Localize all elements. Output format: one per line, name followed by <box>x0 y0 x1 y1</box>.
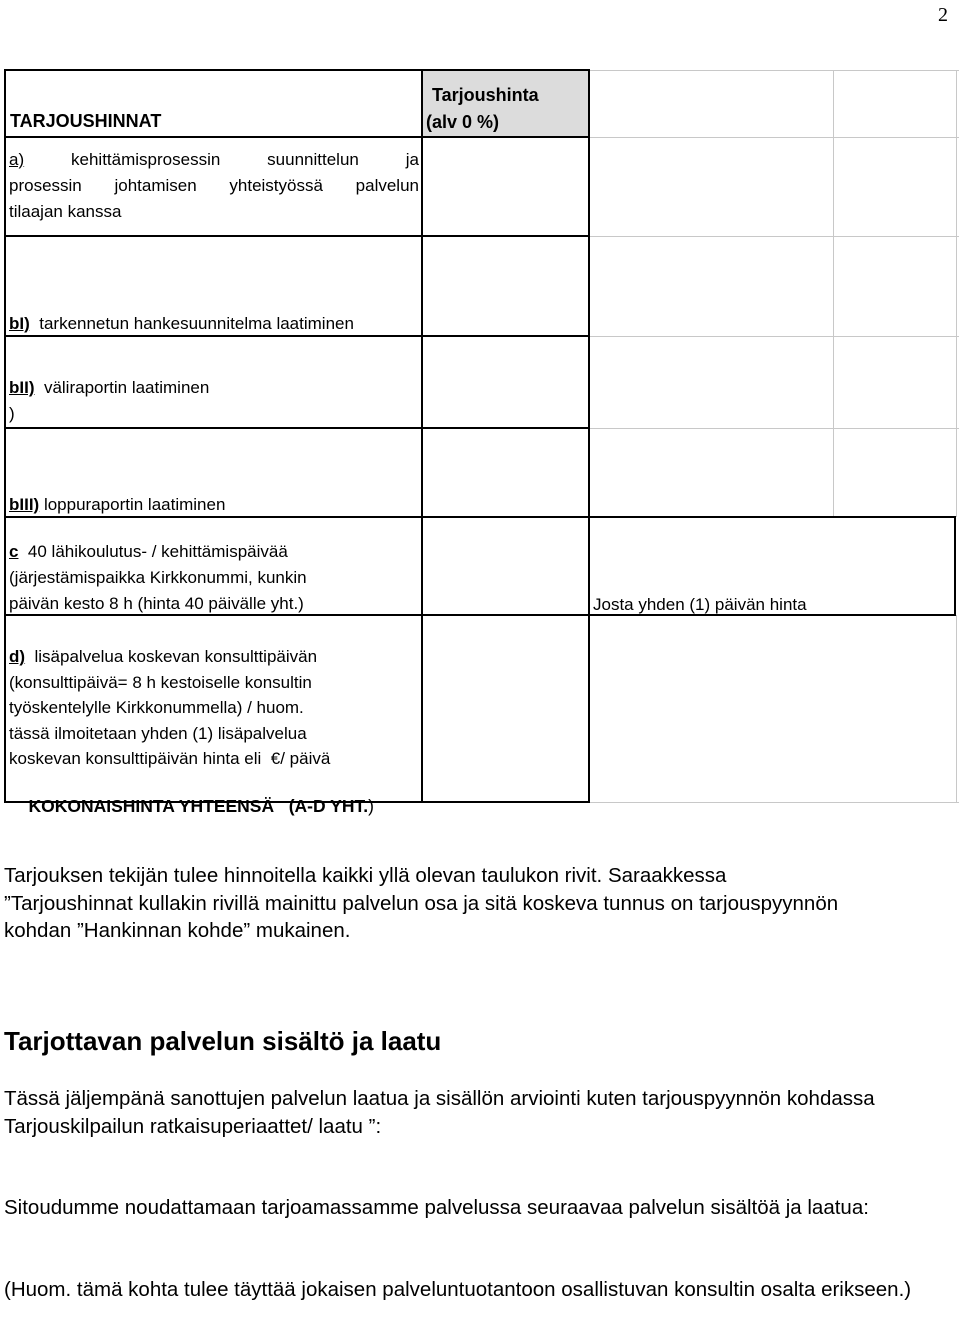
table-row-biii <box>9 492 225 518</box>
total-suffix: ) <box>368 796 374 816</box>
row-text: lisäpalvelua koskevan konsulttipäivän <box>34 647 318 666</box>
section-paragraph-1: Tässä jäljempänä sanottujen palvelun laatua ja sisällön arviointi kuten tarjouspyynnön kohdassa Tarjouskilpailun ratkaisuperiaattet/ laatu ”: <box>4 1087 875 1138</box>
table-row-a <box>9 147 419 225</box>
row-text: tilaajan kanssa <box>9 202 122 221</box>
page-number: 2 <box>938 4 948 26</box>
section-paragraph-2: Sitoudumme noudattamaan tarjoamassamme palvelussa seuraavaa palvelun sisältöä ja laatua: <box>4 1196 869 1219</box>
section-paragraph-3: (Huom. tämä kohta tulee täyttää jokaisen palveluntuotantoon osallistuvan konsultin osalta erikseen.) <box>4 1278 912 1301</box>
row-text: tässä ilmoitetaan yhden (1) lisäpalvelua <box>9 723 307 743</box>
table-header-title: TARJOUSHINNAT <box>10 111 162 131</box>
row-text: työskentelylle Kirkkonummella) / huom. <box>9 698 304 717</box>
row-text: kehittämisprosessin suunnittelun ja <box>71 150 419 169</box>
row-code: bIII) <box>9 495 40 514</box>
row-code: d) <box>9 647 26 666</box>
row-code: a) <box>9 150 25 169</box>
pricing-note: Tarjouksen tekijän tulee hinnoitella kaikki yllä olevan taulukon rivit. Saraakkessa ”Tarjoushinnat kullakin rivillä mainittu palvelun osa ja sitä koskeva tunnus on tarjouspyynnön kohdan ”Hankinnan kohde” mukainen. <box>4 864 839 942</box>
section-heading: Tarjottavan palvelun sisältö ja laatu <box>4 1026 442 1056</box>
table-row-bii <box>9 375 209 427</box>
total-row <box>9 775 374 838</box>
row-text: 40 lähikoulutus- / kehittämispäivää <box>27 542 288 561</box>
row-extra: ) <box>9 404 15 423</box>
total-label: KOKONAISHINTA YHTEENSÄ (A-D YHT. <box>28 796 369 816</box>
row-text: prosessin johtamisen yhteistyössä palvelun <box>9 176 419 195</box>
row-text: (konsulttipäivä= 8 h kestoiselle konsultin <box>9 672 312 692</box>
row-text: (järjestämispaikka Kirkkonummi, kunkin <box>9 568 307 587</box>
row-code: bII) <box>9 378 35 397</box>
row-text: päivän kesto 8 h (hinta 40 päivälle yht.) <box>9 594 304 613</box>
table-row-d <box>9 644 330 772</box>
row-text: väliraportin laatiminen <box>43 378 210 397</box>
table-row-c <box>9 539 307 617</box>
row-text: tarkennetun hankesuunnitelma laatiminen <box>39 314 354 333</box>
row-code: c <box>9 542 19 561</box>
row-text: loppuraportin laatiminen <box>43 495 226 514</box>
row-text: koskevan konsulttipäivän hinta eli €/ päivä <box>9 749 331 768</box>
table-row-bi <box>9 311 354 337</box>
price-header-vat: (alv 0 %) <box>426 112 500 132</box>
day-price-note: Josta yhden (1) päivän hinta <box>593 595 807 614</box>
row-code: bI) <box>9 314 30 333</box>
price-header-label: Tarjoushinta <box>432 85 539 105</box>
